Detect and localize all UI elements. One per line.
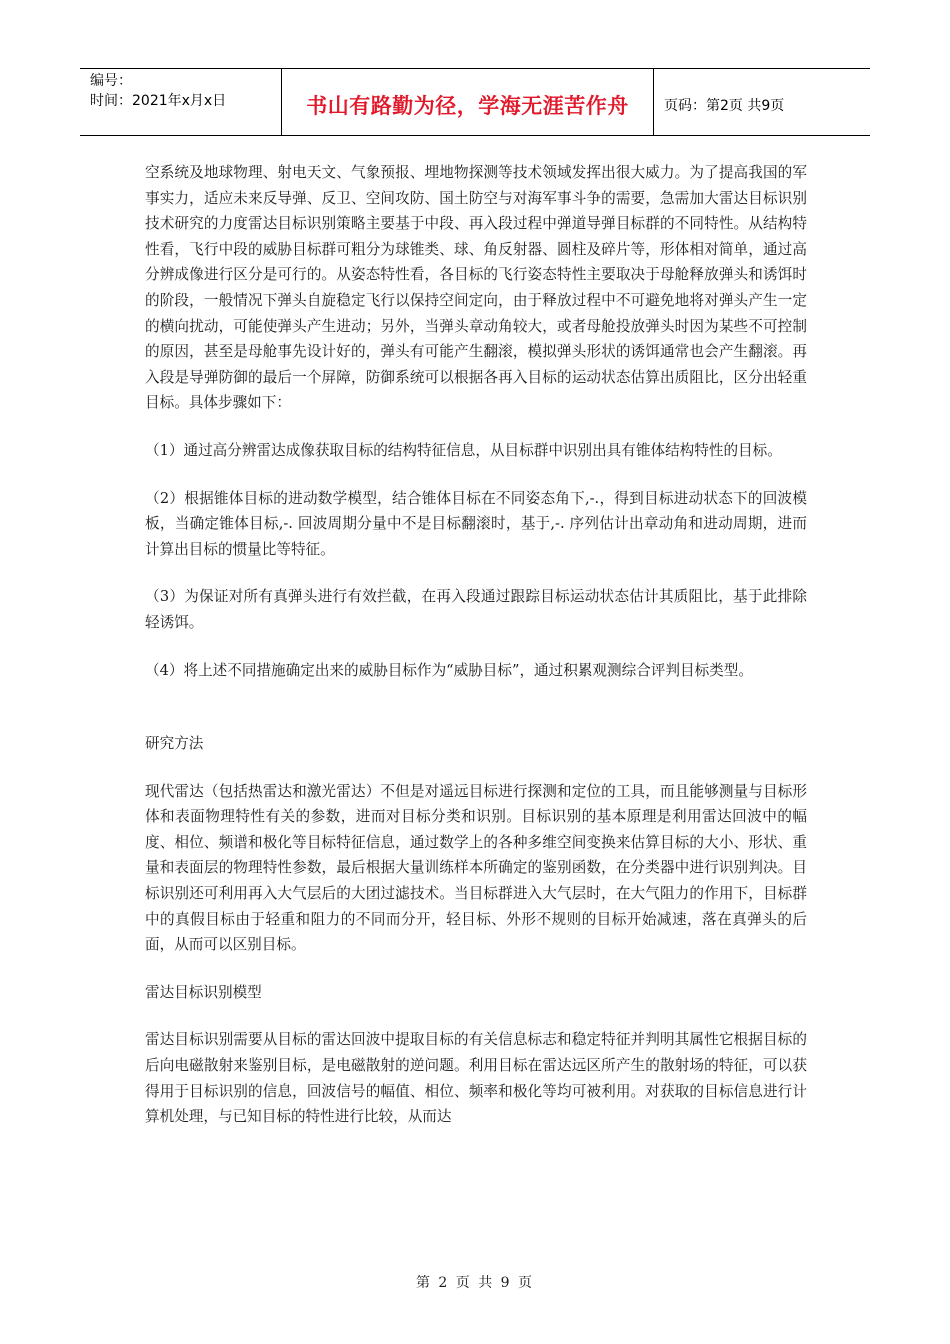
motto-text: 书山有路勤为径，学海无涯苦作舟 bbox=[306, 94, 629, 118]
section-heading-model: 雷达目标识别模型 bbox=[145, 983, 262, 1001]
page-label: 页码：第2页 共9页 bbox=[664, 98, 785, 114]
paragraph-methods: 现代雷达（包括热雷达和激光雷达）不但是对遥远目标进行探测和定位的工具，而且能够测量与目标形体和表面物理特性有关的参数，进而对目标分类和识别。目标识别的基本原理是利用雷达回波中的幅度、相位、频谱和极化等目标特征信息，通过数学上的各种多维空间变换来估算目标的大小、形状、重量和表面层的物理特性参数，最后根据大量训练样本所确定的鉴别函数，在分类器中进行识别判决。目标识别还可利用再入大气层后的大团过滤技术。当目标群进入大气层时，在大气阻力的作用下，目标群中的真假目标由于轻重和阻力的不同而分开，轻目标、外形不规则的目标开始减速，落在真弹头的后面，从而可以区别目标。 bbox=[145, 782, 807, 954]
step-2: （2）根据锥体目标的进动数学模型，结合锥体目标在不同姿态角下,-.，得到目标进动状态下的回波模板，当确定锥体目标,-. 回波周期分量中不是目标翻滚时，基于,-. 序列估计出章动角和进动周期，进而计算出目标的惯量比等特征。 bbox=[145, 489, 807, 558]
paragraph-model: 雷达目标识别需要从目标的雷达回波中提取目标的有关信息标志和稳定特征并判明其属性它根据目标的后向电磁散射来鉴别目标，是电磁散射的逆问题。利用目标在雷达远区所产生的散射场的特征，可以获得用于目标识别的信息，回波信号的幅值、相位、频率和极化等均可被利用。对获取的目标信息进行计算机处理，与已知目标的特性进行比较，从而达 bbox=[145, 1031, 807, 1126]
date-label: 时间：2021年x月x日 bbox=[90, 93, 227, 109]
step-4: （4）将上述不同措施确定出来的威胁目标作为“威胁目标”，通过积累观测综合评判目标类型。 bbox=[145, 661, 753, 679]
number-label: 编号： bbox=[90, 73, 132, 89]
paragraph-intro: 空系统及地球物理、射电天文、气象预报、埋地物探测等技术领域发挥出很大威力。为了提高我国的军事实力，适应未来反导弹、反卫、空间攻防、国土防空与对海军事斗争的需要，急需加大雷达目标识别技术研究的力度雷达目标识别策略主要基于中段、再入段过程中弹道导弹目标群的不同特性。从结构特性看，飞行中段的威胁目标群可粗分为球锥类、球、角反射器、圆柱及碎片等，形体相对简单，通过高分辨成像进行区分是可行的。从姿态特性看，各目标的飞行姿态特性主要取决于母舱释放弹头和诱饵时的阶段，一般情况下弹头自旋稳定飞行以保持空间定向，由于释放过程中不可避免地将对弹头产生一定的横向扰动，可能使弹头产生进动；另外，当弹头章动角较大，或者母舱投放弹头时因为某些不可控制的原因，甚至是母舱事先设计好的，弹头有可能产生翻滚，模拟弹头形状的诱饵通常也会产生翻滚。再入段是导弹防御的最后一个屏障，防御系统可以根据各再入目标的运动状态估算出质阻比，区分出轻重目标。具体步骤如下： bbox=[145, 164, 807, 412]
step-3: （3）为保证对所有真弹头进行有效拦截，在再入段通过跟踪目标运动状态估计其质阻比，基于此排除轻诱饵。 bbox=[145, 588, 807, 631]
document-body bbox=[145, 160, 807, 1130]
page-footer: 第 2 页 共 9 页 bbox=[415, 1275, 535, 1291]
header-info-cell bbox=[80, 69, 282, 135]
document-header bbox=[80, 68, 870, 136]
header-page-cell bbox=[654, 69, 870, 135]
step-1: （1）通过高分辨雷达成像获取目标的结构特征信息，从目标群中识别出具有锥体结构特性的目标。 bbox=[145, 441, 782, 459]
header-motto-cell bbox=[282, 69, 654, 135]
section-heading-methods: 研究方法 bbox=[145, 735, 204, 753]
